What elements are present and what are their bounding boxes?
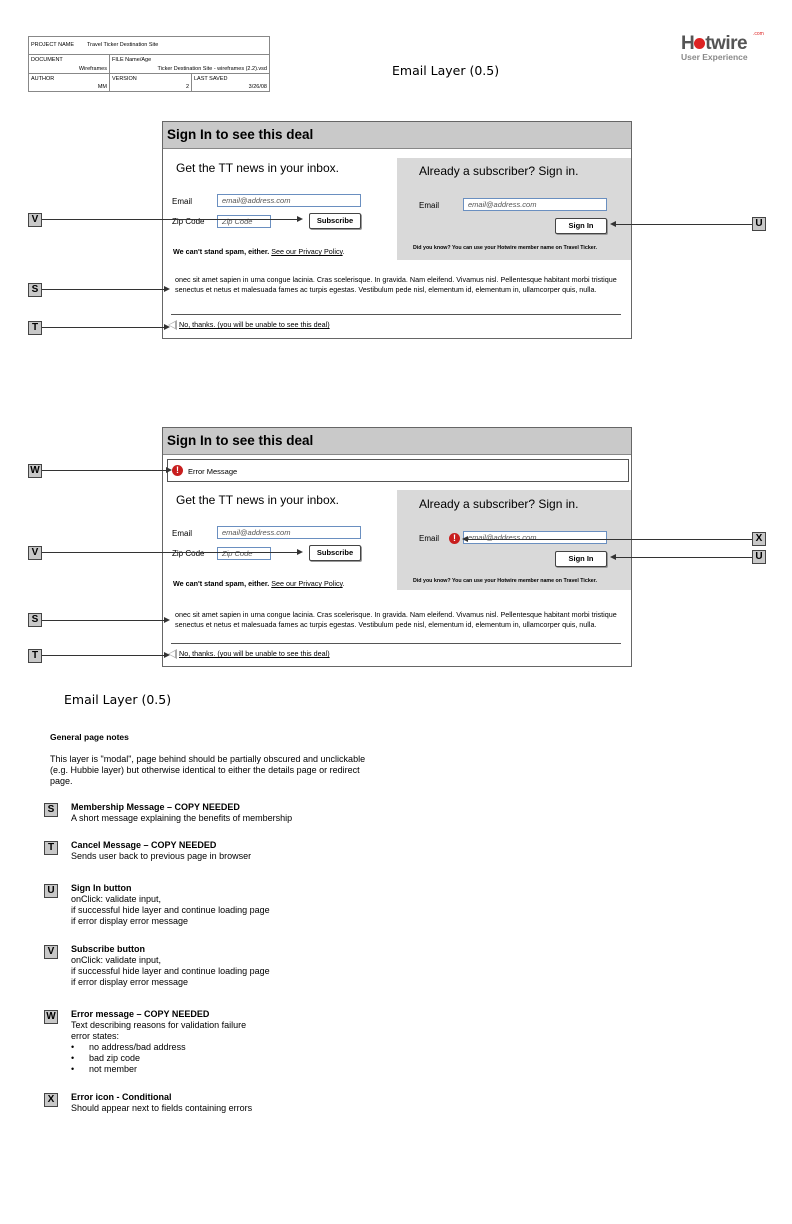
note-line: onClick: validate input, [71,894,162,904]
zip-input[interactable]: Zip Code [217,215,271,228]
callout-v: V [28,546,42,560]
version-value: 2 [185,84,189,90]
note-line: Sends user back to previous page in browser [71,851,252,861]
error-message-box [167,459,629,482]
zip-label: Zip Code [172,217,205,226]
file-value: Ticker Destination Site - wireframes (2.2).vsd [157,66,267,72]
arrow-head-icon [297,216,303,222]
callout-s: S [28,613,42,627]
note-line: Text describing reasons for validation failure [71,1020,247,1030]
did-you-know: Did you know? You can use your Hotwire member name on Travel Ticker. [413,245,597,251]
modal-title: Sign In to see this deal [167,127,314,142]
privacy-link[interactable]: See our Privacy Policy [271,247,343,256]
note-tag: X [44,1093,58,1107]
email-input[interactable]: email@address.com [217,194,361,207]
spam-note: We can't stand spam, either. See our Privacy Policy. [173,247,345,256]
callout-w: W [28,464,42,478]
note-title: Sign In button [71,883,132,893]
note-s [44,802,544,842]
arrow-head-icon [610,554,616,560]
arrow-head-icon [297,549,303,555]
privacy-link[interactable]: See our Privacy Policy [271,579,343,588]
page-title: Email Layer (0.5) [392,63,500,78]
note-title: Membership Message – COPY NEEDED [71,802,240,812]
list-item: • not member [89,1064,246,1075]
arrow-head-icon [164,652,170,658]
callout-x-line [468,539,752,540]
signin-email-input[interactable]: email@address.com [463,198,607,211]
note-v [44,944,544,987]
arrow-head-icon [166,467,172,473]
note-line: if error display error message [71,916,189,926]
modal-title: Sign In to see this deal [167,433,314,448]
title-block [28,36,270,92]
subscribe-button[interactable]: Subscribe [309,213,361,229]
arrow-head-icon [164,617,170,623]
note-title: Subscribe button [71,944,145,954]
file-label: FILE Name/Age [112,57,152,63]
document-value: Wireframes [78,66,107,72]
arrow-head-icon [462,536,468,542]
subscriber-heading: Already a subscriber? Sign in. [419,497,579,511]
hotwire-logo: H twire .com User Experience [681,31,764,62]
callout-s: S [28,283,42,297]
note-w [44,1009,544,1079]
general-notes-heading: General page notes [50,732,129,742]
note-line: onClick: validate input, [71,955,162,965]
logo-dot-icon [694,38,705,49]
note-title: Error message – COPY NEEDED [71,1009,210,1019]
note-line: if successful hide layer and continue loading page [71,966,270,976]
error-states-list [71,1042,246,1075]
news-heading: Get the TT news in your inbox. [176,161,339,175]
callout-u-line [616,557,752,558]
note-tag: U [44,884,58,898]
note-line: error states: [71,1031,120,1041]
callout-v: V [28,213,42,227]
logo-subtitle: User Experience [681,52,748,62]
no-thanks-link[interactable]: No, thanks. (you will be unable to see this deal) [179,320,330,329]
zip-label: Zip Code [172,549,205,558]
project-value: Travel Ticker Destination Site [87,42,159,48]
divider [171,643,621,644]
signin-button[interactable]: Sign In [555,551,607,567]
callout-t-line [42,655,164,656]
author-label: AUTHOR [31,76,55,82]
note-tag: S [44,803,58,817]
callout-s-line [42,289,164,290]
zip-input[interactable]: Zip Code [217,547,271,560]
callout-v-line [42,219,297,220]
callout-u: U [752,550,766,564]
callout-v-line [42,552,297,553]
subscribe-button[interactable]: Subscribe [309,545,361,561]
arrow-head-icon [164,286,170,292]
project-label: PROJECT NAME [31,42,74,48]
callout-t: T [28,321,42,335]
note-tag: V [44,945,58,959]
author-value: MM [97,84,107,90]
version-label: VERSION [112,76,137,82]
modal-header [163,122,631,149]
note-tag: T [44,841,58,855]
did-you-know: Did you know? You can use your Hotwire member name on Travel Ticker. [413,578,597,584]
modal-header [163,428,631,455]
callout-s-line [42,620,164,621]
membership-message: onec sit amet sapien in urna congue lacinia. Cras scelerisque. In gravida. Nam eleifend. Vivamus nisl. Pellentesque habitant morbi tristique senectus et netus et malesuada fames ac turpis egestas. Vestibulum pede nisl, elementum id, elementum in, ullamcorper quis, nulla. [175,610,617,629]
subscriber-heading: Already a subscriber? Sign in. [419,164,579,178]
signin-button[interactable]: Sign In [555,218,607,234]
signin-email-label: Email [419,201,440,210]
news-heading: Get the TT news in your inbox. [176,493,339,507]
document-label: DOCUMENT [31,57,63,63]
email-layer-modal-default [162,121,632,339]
saved-value: 3/26/08 [248,84,267,90]
callout-x: X [752,532,766,546]
note-u [44,883,544,926]
note-line: if successful hide layer and continue loading page [71,905,270,915]
error-message: Error Message [188,467,238,476]
arrow-head-icon [610,221,616,227]
note-tag: W [44,1010,58,1024]
email-label: Email [172,197,193,206]
general-notes-text: This layer is "modal", page behind should be partially obscured and unclickable (e.g. Hubbie layer) but otherwise identical to either the details page or redirect page. [50,754,366,786]
list-item: • no address/bad address [89,1042,246,1053]
email-input[interactable]: email@address.com [217,526,361,539]
note-title: Cancel Message – COPY NEEDED [71,840,217,850]
subscriber-panel [397,158,631,260]
callout-u-line [616,224,752,225]
spam-note: We can't stand spam, either. See our Privacy Policy. [173,579,345,588]
signin-email-label: Email [419,534,440,543]
note-title: Error icon - Conditional [71,1092,172,1102]
error-icon: ! [449,533,460,544]
callout-u: U [752,217,766,231]
note-line: Should appear next to fields containing errors [71,1103,253,1113]
error-icon: ! [172,465,183,476]
note-t [44,840,544,880]
arrow-head-icon [164,324,170,330]
membership-message: onec sit amet sapien in urna congue lacinia. Cras scelerisque. In gravida. Nam eleifend. Vivamus nisl. Pellentesque habitant morbi tristique senectus et netus et malesuada fames ac turpis egestas. Vestibulum pede nisl, elementum id, elementum in, ullamcorper quis, nulla. [175,275,617,294]
divider [171,314,621,315]
note-line: A short message explaining the benefits of membership [71,813,293,823]
note-x [44,1092,544,1132]
saved-label: LAST SAVED [194,76,228,82]
no-thanks-link[interactable]: No, thanks. (you will be unable to see this deal) [179,649,330,658]
signin-email-input[interactable]: email@address.com [463,531,607,544]
email-label: Email [172,529,193,538]
callout-t: T [28,649,42,663]
callout-t-line [42,327,164,328]
list-item: • bad zip code [89,1053,246,1064]
email-layer-modal-error [162,427,632,667]
subscriber-panel [397,490,631,590]
note-line: if error display error message [71,977,189,987]
notes-title: Email Layer (0.5) [64,692,172,707]
callout-w-line [42,470,166,471]
